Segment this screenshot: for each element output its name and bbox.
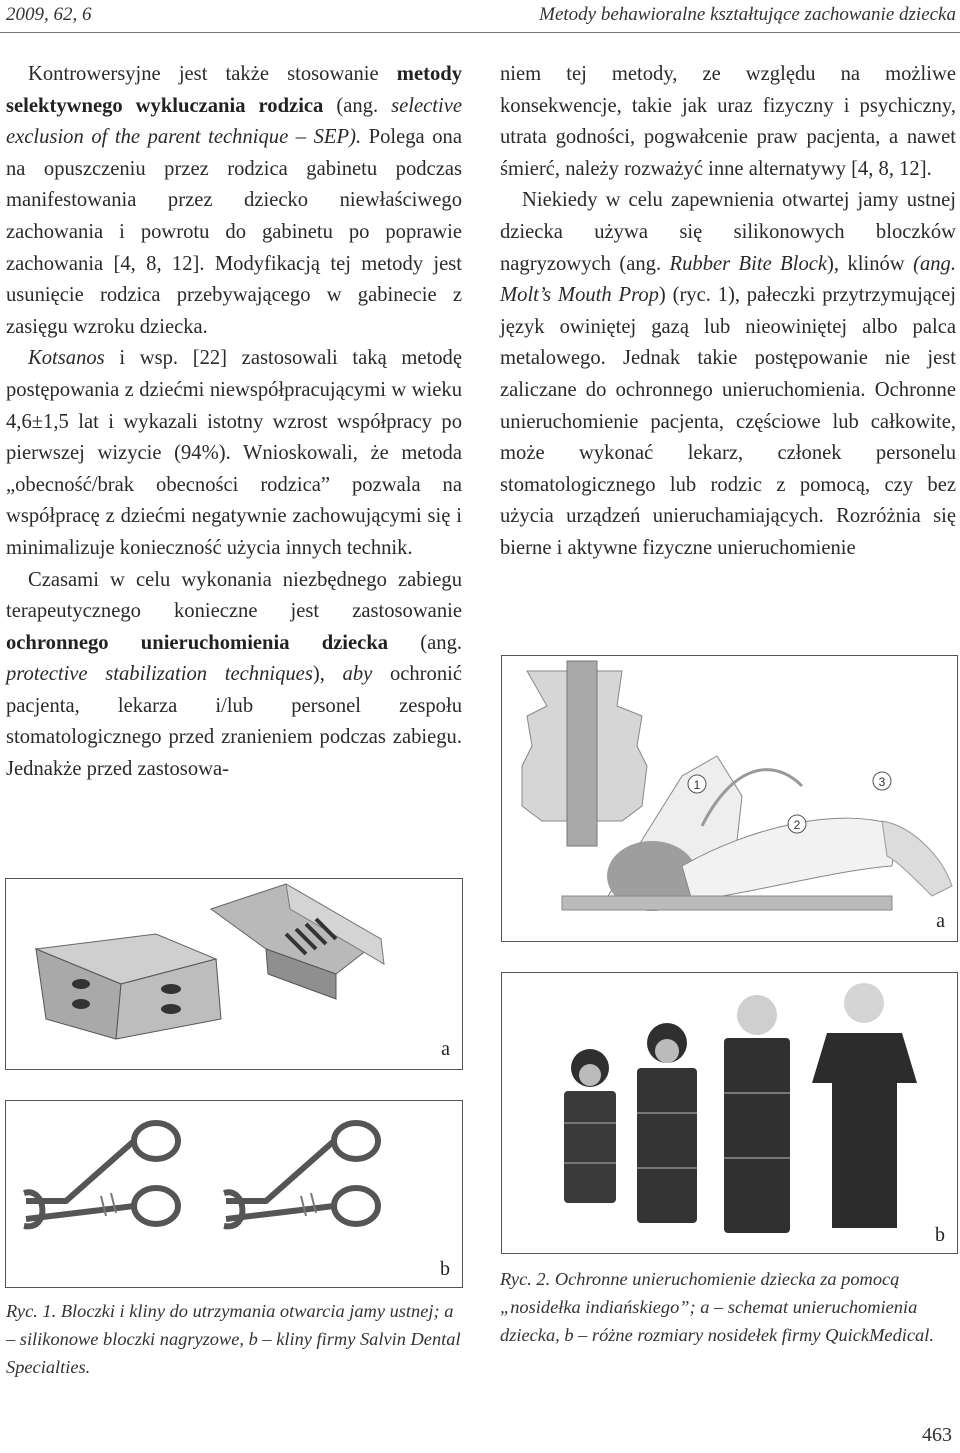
- papoose-schematic-image: [502, 656, 957, 941]
- figure-1b-label: b: [440, 1258, 450, 1280]
- mouth-props-image: [6, 1101, 462, 1287]
- figure-1-tag: Ryc. 1.: [6, 1301, 57, 1321]
- figure-1a-bite-blocks: [5, 878, 463, 1070]
- paragraph-kotsanos: Kotsanos i wsp. [22] zastosowali taką metodę postępowania z dziećmi niewspółpracującymi w wieku 4,6±1,5 lat i wykazali istotny wzrost współpracy po pierwszej wizycie (94%). Wnioskowali, że metoda „obecność/brak obecności rodzica” pozwala na współpracę z dziećmi negatywnie zachowującymi się i minimalizuje konieczność użycia innych technik.: [6, 347, 462, 559]
- figure-2-caption: Ryc. 2. Ochronne unieruchomienie dziecka za pomocą „nosidełka indiańskiego”; a – schemat unieruchomienia dziecka, b – różne rozmiary nosidełek firmy QuickMedical.: [500, 1269, 934, 1345]
- papoose-sizes-image: [502, 973, 957, 1253]
- header-rule: [0, 32, 960, 33]
- paragraph-continued: niem tej metody, ze względu na możliwe konsekwencje, takie jak uraz fizyczny i psychiczny, utrata godności, pogwałcenie praw pacjenta, a nawet śmierć, należy rozważyć inne alternatywy [4, 8, 12].: [500, 63, 956, 180]
- figure-1b-mouth-props: [5, 1100, 463, 1288]
- bite-blocks-image: [6, 879, 462, 1069]
- figure-2b-label: b: [935, 1224, 945, 1246]
- paragraph-sep: Kontrowersyjne jest także stosowanie metody selektywnego wykluczania rodzica (ang. selective exclusion of the parent technique – SEP). Polega ona na opuszczeniu przez rodzica gabinetu podczas manifestowania przez dziecko niewłaściwego zachowania i powrotu do gabinetu po poprawie zachowania [4, 8, 12]. Modyfikacją tej metody jest usunięcie rodzica przebywającego w gabinecie z zasięgu wzroku dziecka.: [6, 63, 462, 338]
- page-number: 463: [922, 1424, 952, 1446]
- paragraph-stabilization: Czasami w celu wykonania niezbędnego zabiegu terapeutycznego konieczne jest zastosowanie ochronnego unieruchomienia dziecka (ang. protective stabilization techniques), aby ochronić pacjenta, lekarza i/lub personel zespołu stomatologicznego przed zranieniem podczas zabiegu. Jednakże przed zastosowa-: [6, 568, 463, 781]
- running-title: Metody behawioralne kształtujące zachowanie dziecka: [539, 4, 956, 25]
- figure-2a-label: a: [936, 910, 945, 932]
- paragraph-bite-blocks: Niekiedy w celu zapewnienia otwartej jamy ustnej dziecka używa się silikonowych bloczków nagryzowych (ang. Rubber Bite Block), klinów (ang. Molt’s Mouth Prop) (ryc. 1), pałeczki przytrzymującej język owiniętej gazą lub nieowiniętej albo palca metalowego. Jednak takie postępowanie nie jest zaliczane do ochronnego unieruchomienia. Ochronne unieruchomienie pacjenta, częściowe lub całkowite, może wykonać lekarz, członek personelu stomatologicznego lub rodzic z pomocą, czy bez użycia urządzeń unieruchamiających. Rozróżnia się bierne i aktywne fizyczne unieruchomienie: [500, 189, 956, 559]
- marker-3: 3: [878, 775, 886, 789]
- figure-2b-papoose-sizes: [501, 972, 958, 1254]
- term-sep: metody selektywnego wykluczania rodzica: [6, 63, 462, 117]
- figure-2-tag: Ryc. 2.: [500, 1269, 551, 1289]
- term-stabilization: ochronnego unieruchomienia dziecka: [6, 631, 389, 654]
- journal-issue: 2009, 62, 6: [6, 4, 92, 25]
- figure-1-caption: Ryc. 1. Bloczki i kliny do utrzymania otwarcia jamy ustnej; a – silikonowe bloczki nagryzowe, b – kliny firmy Salvin Dental Specialties.: [6, 1301, 461, 1377]
- marker-1: 1: [693, 778, 701, 792]
- figure-1a-label: a: [441, 1038, 450, 1060]
- right-column: [500, 59, 956, 565]
- marker-2: 2: [793, 818, 801, 832]
- left-column: [6, 59, 462, 786]
- figure-2a-papoose-schematic: [501, 655, 958, 942]
